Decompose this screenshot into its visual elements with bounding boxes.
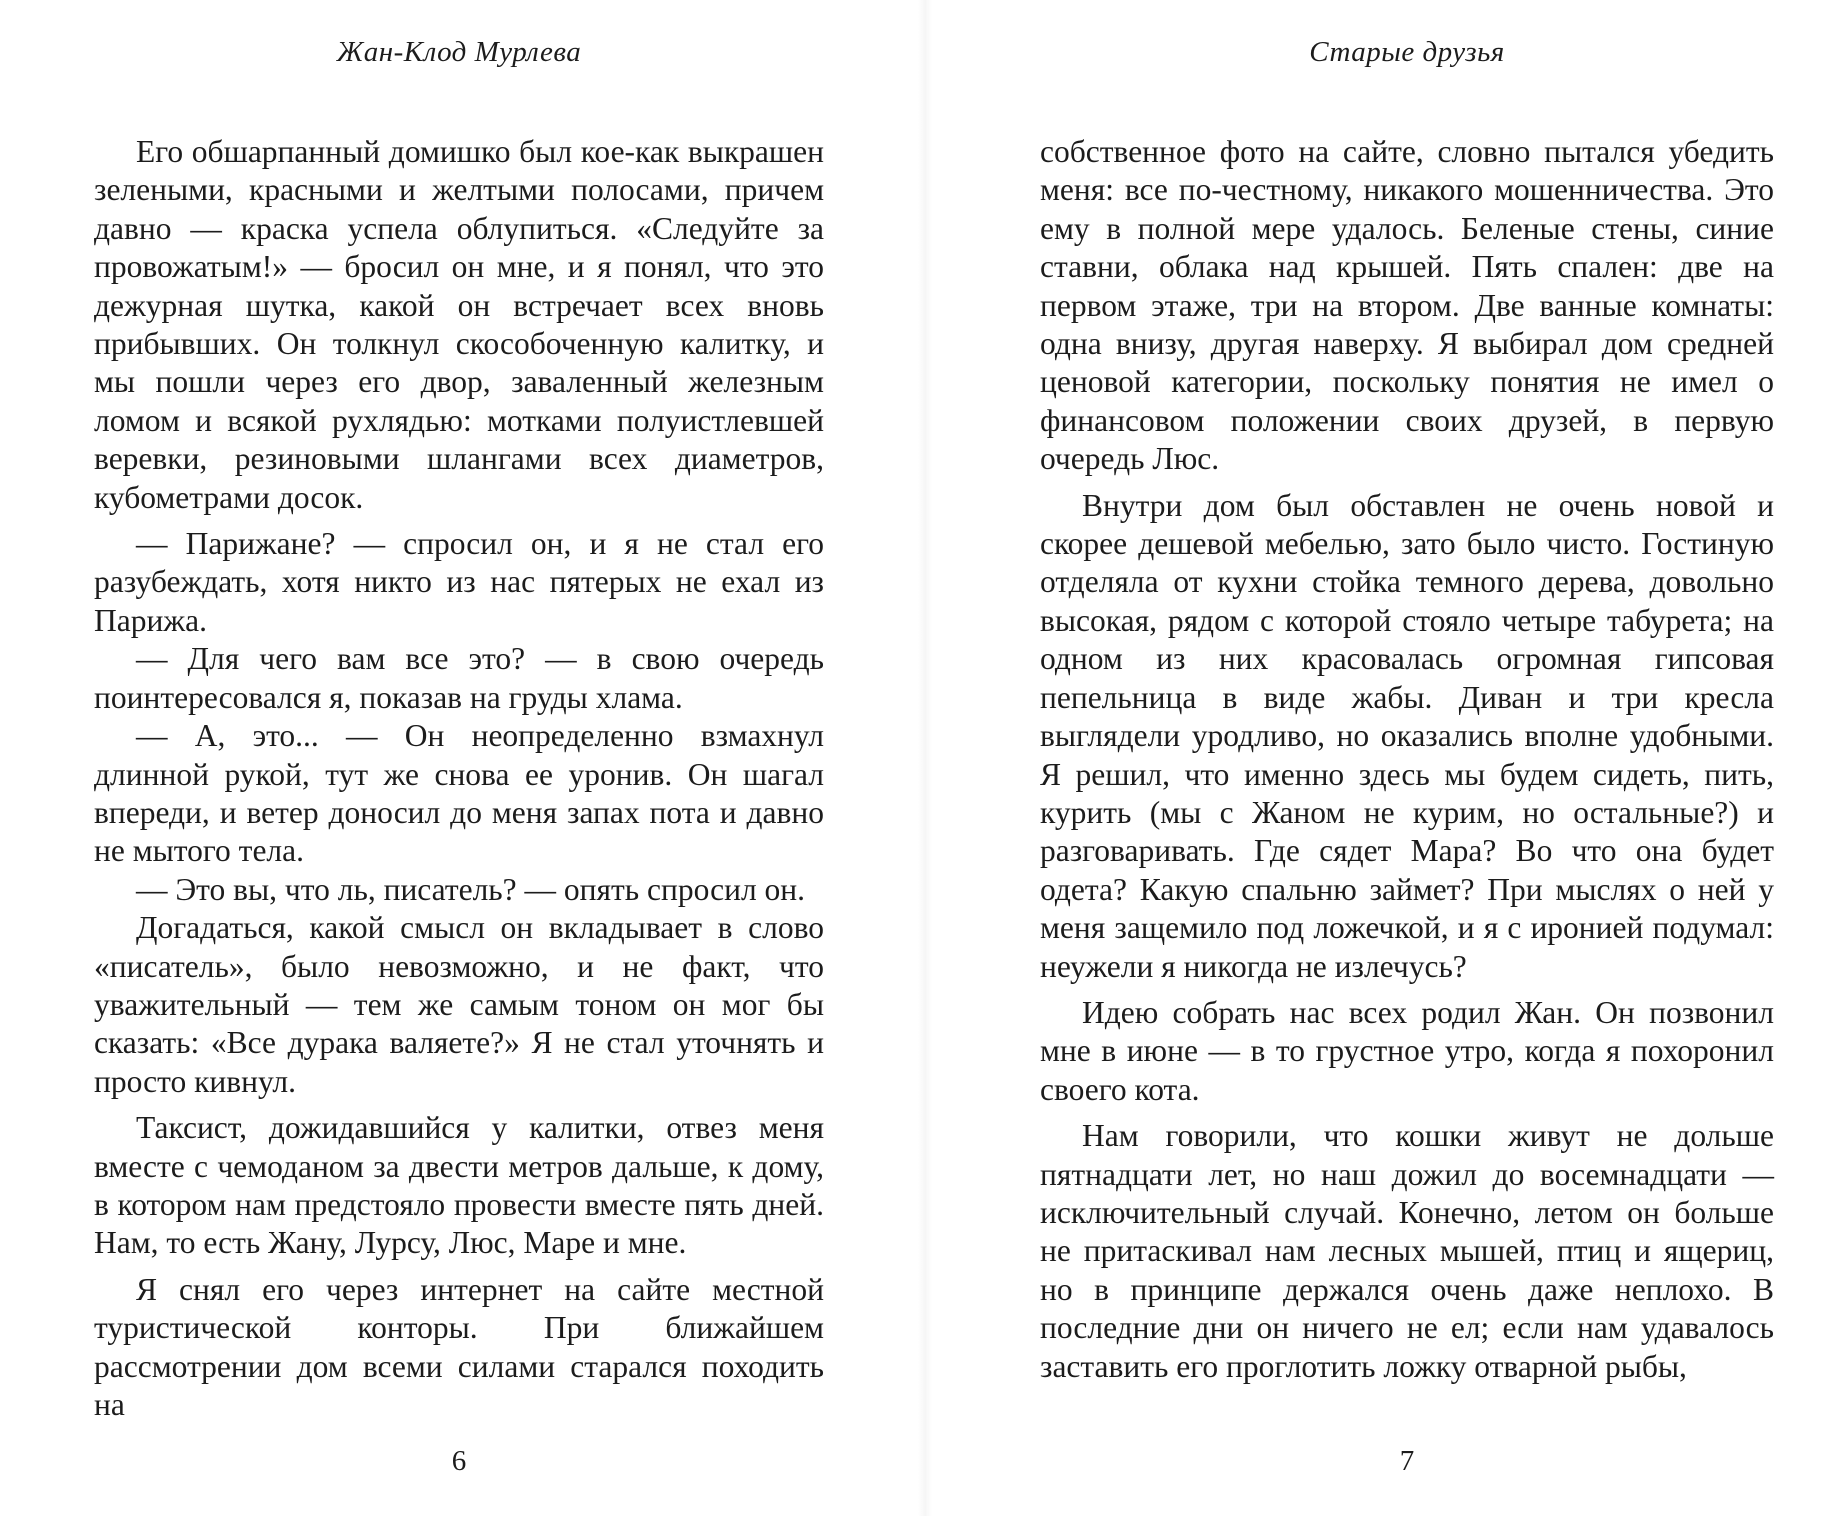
paragraph: Идею собрать нас всех родил Жан. Он позвонил мне в июне — в то грустное утро, когда я похоронил своего кота. [1040,994,1774,1107]
running-head-author: Жан-Клод Мурлева [336,36,582,68]
paragraph: собственное фото на сайте, словно пытался убедить меня: все по-честному, никакого мошенничества. Это ему в полной мере удалось. Беленые стены, синие ставни, облака над крышей. Пять спален: две на первом этаже, три на втором. Две ванные комнаты: одна внизу, другая наверху. Я выбирал дом средней ценовой категории, поскольку понятия не имел о финансовом положении своих друзей, в первую очередь Люс. [1040,134,1774,477]
paragraph: Внутри дом был обставлен не очень новой и скорее дешевой мебелью, зато было чисто. Гостиную отделяла от кухни стойка темного дерева, довольно высокая, рядом с которой стояло четыре табурета; на одном из них красовалась огромная гипсовая пепельница в виде жабы. Диван и три кресла выглядели уродливо, но оказались вполне удобными. Я решил, что именно здесь мы будем сидеть, пить, курить (мы с Жаном не курим, но остальные?) и разговаривать. Где сядет Мара? Во что она будет одета? Какую спальню займет? При мыслях о ней у меня защемило под ложечкой, и я с иронией подумал: неужели я никогда не излечусь? [1040,487,1774,984]
paragraph: — Парижане? — спросил он, и я не стал его разубеждать, хотя никто из нас пятерых не ехал из Парижа. [94,526,824,638]
page-number: 7 [1399,1445,1415,1477]
paragraph: Нам говорили, что кошки живут не дольше пятнадцати лет, но наш дожил до восемнадцати — исключительный случай. Конечно, летом он больше не притаскивал нам лесных мышей, птиц и ящериц, но в принципе держался очень даже неплохо. В последние дни он ничего не ел; если нам удавалось заставить его проглотить ложку отварной рыбы, [1040,1118,1774,1384]
gutter [918,0,932,1516]
running-head-title: Старые друзья [1309,36,1505,68]
right-page [1040,0,1774,1516]
paragraph: Я снял его через интернет на сайте местной туристической конторы. При ближайшем рассмотрении дом всеми силами старался походить на [94,1271,824,1422]
left-page [94,0,824,1516]
left-text-block [94,133,824,1424]
paragraph: — Для чего вам все это? — в свою очередь поинтересовался я, показав на груды хлама. [94,641,824,715]
paragraph: — А, это... — Он неопределенно взмахнул длинной рукой, тут же снова ее уронив. Он шагал впереди, и ветер доносил до меня запах пота и давно не мытого тела. [94,718,824,869]
paragraph: — Это вы, что ль, писатель? — опять спросил он. [136,871,806,907]
paragraph: Догадаться, какой смысл он вкладывает в слово «писатель», было невозможно, и не факт, что уважительный — тем же самым тоном он мог бы сказать: «Все дурака валяете?» Я не стал уточнять и просто кивнул. [94,910,824,1099]
page-number: 6 [451,1445,467,1477]
right-text-block [1040,133,1774,1386]
paragraph: Его обшарпанный домишко был кое-как выкрашен зелеными, красными и желтыми полосами, причем давно — краска успела облупиться. «Следуйте за провожатым!» — бросил он мне, и я понял, что это дежурная шутка, какой он встречает всех вновь прибывших. Он толкнул скособоченную калитку, и мы пошли через его двор, заваленный железным ломом и всякой рухлядью: мотками полуистлевшей веревки, резиновыми шлангами всех диаметров, кубометрами досок. [94,134,824,515]
paragraph: Таксист, дожидавшийся у калитки, отвез меня вместе с чемоданом за двести метров дальше, к дому, в котором нам предстояло провести вместе пять дней. Нам, то есть Жану, Лурсу, Люс, Маре и мне. [94,1110,824,1261]
